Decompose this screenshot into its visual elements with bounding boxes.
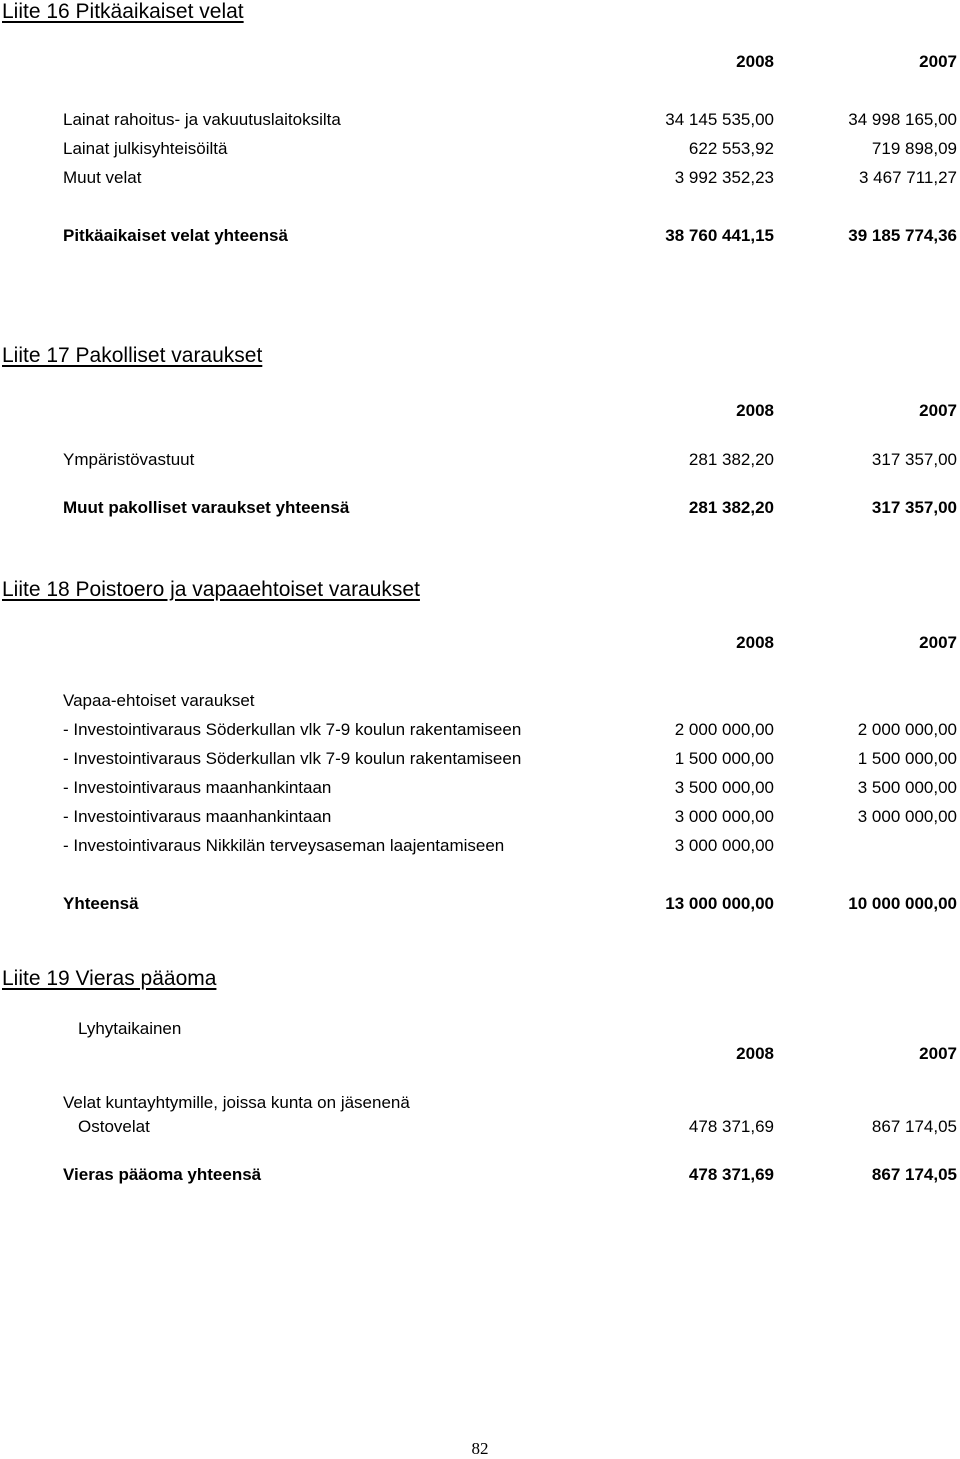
liite16-row-value-2008: 622 553,92 bbox=[688, 139, 774, 158]
liite18-row-value-2008: 2 000 000,00 bbox=[674, 720, 774, 739]
liite16-total-2008: 38 760 441,15 bbox=[665, 226, 774, 245]
liite16-row-label: Lainat julkisyhteisöiltä bbox=[63, 139, 228, 158]
liite16-row-value-2007: 719 898,09 bbox=[871, 139, 957, 158]
liite16-row-value-2007: 3 467 711,27 bbox=[859, 168, 957, 187]
liite18-year-2007: 2007 bbox=[919, 633, 957, 652]
liite17-year-2007: 2007 bbox=[919, 401, 957, 420]
liite18-row-label: - Investointivaraus Söderkullan vlk 7-9 koulun rakentamiseen bbox=[63, 749, 522, 768]
liite17-total-2008: 281 382,20 bbox=[688, 498, 774, 517]
liite19-subtitle: Lyhytaikainen bbox=[78, 1019, 182, 1038]
liite17-row-value-2007: 317 357,00 bbox=[871, 450, 957, 469]
liite18-row-value-2007: 2 000 000,00 bbox=[857, 720, 957, 739]
liite18-row-label: - Investointivaraus Söderkullan vlk 7-9 koulun rakentamiseen bbox=[63, 720, 522, 739]
liite18-row-value-2007: 3 500 000,00 bbox=[857, 778, 957, 797]
liite16-year-2007: 2007 bbox=[919, 52, 957, 71]
liite16-row-value-2008: 3 992 352,23 bbox=[674, 168, 774, 187]
liite16-row-value-2008: 34 145 535,00 bbox=[665, 110, 774, 129]
liite16-row-value-2007: 34 998 165,00 bbox=[848, 110, 957, 129]
liite17-row-value-2008: 281 382,20 bbox=[688, 450, 774, 469]
page-number: 82 bbox=[471, 1439, 489, 1458]
liite18-row-label: - Investointivaraus maanhankintaan bbox=[63, 807, 332, 826]
liite19-row-label: Ostovelat bbox=[78, 1117, 150, 1136]
liite16-total-2007: 39 185 774,36 bbox=[848, 226, 957, 245]
liite19-row-value-2007: 867 174,05 bbox=[871, 1117, 957, 1136]
liite18-total-label: Yhteensä bbox=[63, 894, 139, 913]
liite16-total-label: Pitkäaikaiset velat yhteensä bbox=[63, 226, 288, 245]
liite18-row-value-2008: 3 500 000,00 bbox=[674, 778, 774, 797]
liite18-row-value-2007: 1 500 000,00 bbox=[857, 749, 957, 768]
liite18-heading: Liite 18 Poistoero ja vapaaehtoiset varaukset bbox=[2, 578, 420, 601]
liite19-group-label: Velat kuntayhtymille, joissa kunta on jäsenenä bbox=[63, 1093, 410, 1112]
liite17-total-2007: 317 357,00 bbox=[871, 498, 957, 517]
liite19-year-2008: 2008 bbox=[736, 1044, 774, 1063]
liite16-heading: Liite 16 Pitkäaikaiset velat bbox=[2, 0, 244, 23]
liite18-row-value-2007: 3 000 000,00 bbox=[857, 807, 957, 826]
liite18-year-2008: 2008 bbox=[736, 633, 774, 652]
liite17-total-label: Muut pakolliset varaukset yhteensä bbox=[63, 498, 350, 517]
liite17-row-label: Ympäristövastuut bbox=[63, 450, 195, 469]
liite19-total-2008: 478 371,69 bbox=[688, 1165, 774, 1184]
liite19-year-2007: 2007 bbox=[919, 1044, 957, 1063]
liite18-row-value-2008: 3 000 000,00 bbox=[674, 836, 774, 855]
liite18-total-2007: 10 000 000,00 bbox=[848, 894, 957, 913]
liite18-row-value-2008: 3 000 000,00 bbox=[674, 807, 774, 826]
liite16-year-2008: 2008 bbox=[736, 52, 774, 71]
liite17-heading: Liite 17 Pakolliset varaukset bbox=[2, 344, 263, 367]
liite17-year-2008: 2008 bbox=[736, 401, 774, 420]
liite18-total-2008: 13 000 000,00 bbox=[665, 894, 774, 913]
liite18-row-label: - Investointivaraus maanhankintaan bbox=[63, 778, 332, 797]
liite19-total-label: Vieras pääoma yhteensä bbox=[63, 1165, 262, 1184]
liite18-group-label: Vapaa-ehtoiset varaukset bbox=[63, 691, 255, 710]
liite16-row-label: Muut velat bbox=[63, 168, 142, 187]
liite19-heading: Liite 19 Vieras pääoma bbox=[2, 967, 217, 990]
liite19-row-value-2008: 478 371,69 bbox=[688, 1117, 774, 1136]
liite16-row-label: Lainat rahoitus- ja vakuutuslaitoksilta bbox=[63, 110, 341, 129]
liite19-total-2007: 867 174,05 bbox=[871, 1165, 957, 1184]
liite18-row-value-2008: 1 500 000,00 bbox=[674, 749, 774, 768]
liite18-row-label: - Investointivaraus Nikkilän terveysaseman laajentamiseen bbox=[63, 836, 505, 855]
